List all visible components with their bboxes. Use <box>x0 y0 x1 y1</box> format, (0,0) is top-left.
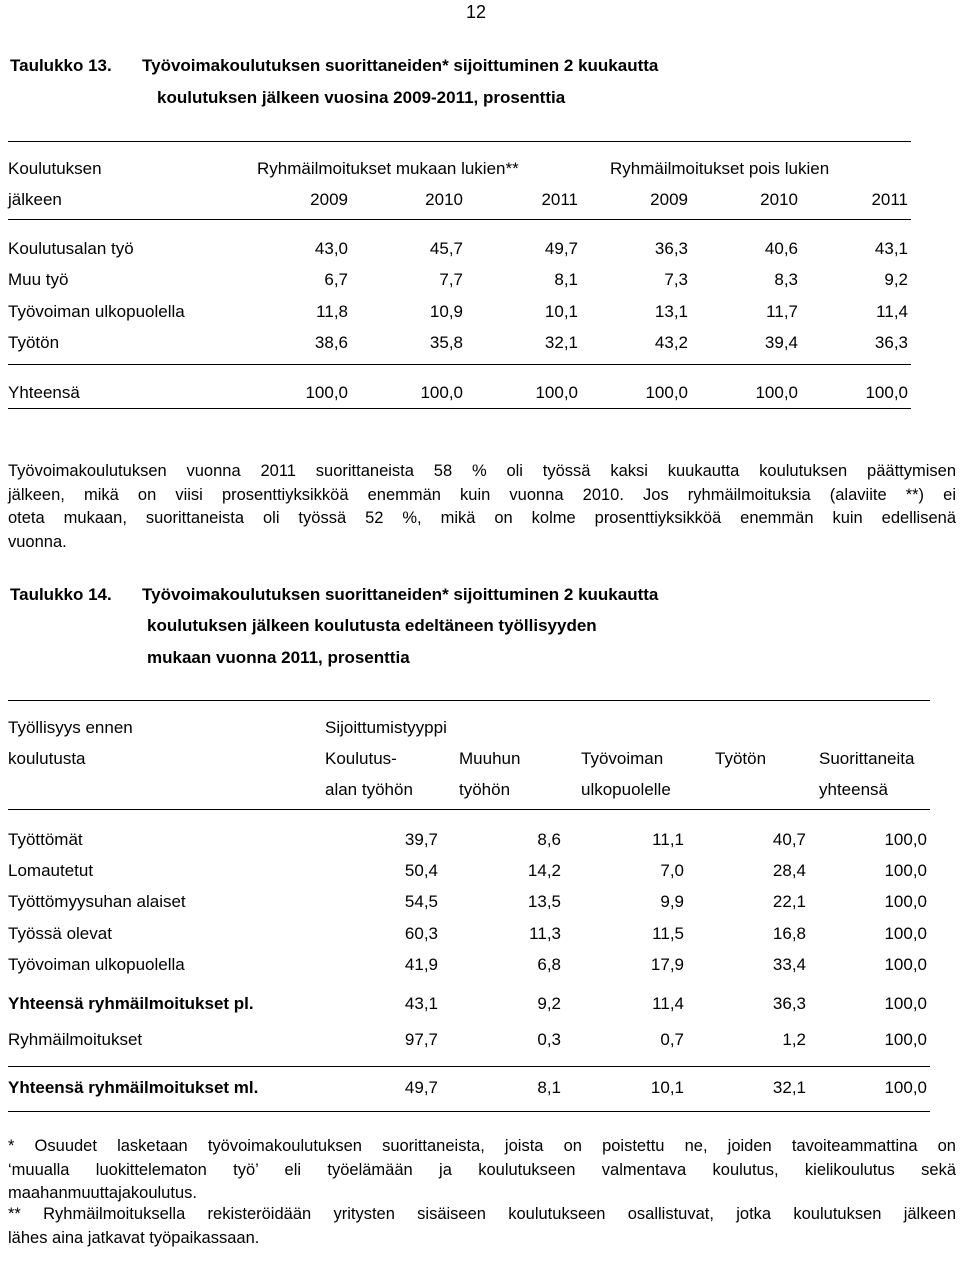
table13-total-cell: 100,0 <box>645 383 688 402</box>
table13-year-header: 2010 <box>425 190 463 209</box>
table13-cell: 35,8 <box>429 333 463 352</box>
table14-subtotal-cell: 36,3 <box>772 994 806 1013</box>
table14-cell: 40,7 <box>772 830 806 849</box>
table13-year-header: 2010 <box>760 190 798 209</box>
table13-row-label: Työtön <box>8 333 60 352</box>
table14-group-cell: 97,7 <box>404 1030 438 1049</box>
paragraph-line: Työvoimakoulutuksen vuonna 2011 suorittaneista 58 % oli työssä kaksi kuukautta koulutuksen päättymisen <box>8 462 956 480</box>
table14-col-header-line1: Työvoiman <box>581 749 664 768</box>
body-paragraph <box>8 460 956 554</box>
table13-row-label: Muu työ <box>8 270 69 289</box>
table14-cell: 100,0 <box>884 955 927 974</box>
table14-cell: 6,8 <box>537 955 561 974</box>
table14-cell: 33,4 <box>772 955 806 974</box>
table14-cell: 8,6 <box>537 830 561 849</box>
table14-header-group: Sijoittumistyyppi <box>325 718 447 737</box>
table14-group-cell: 100,0 <box>884 1030 927 1049</box>
table14-title-line2: koulutuksen jälkeen koulutusta edeltäneen työllisyyden <box>147 616 597 635</box>
table14-col-header-line1: Työtön <box>715 749 767 768</box>
table13-cell: 11,8 <box>316 302 348 321</box>
table13-total-cell: 100,0 <box>865 383 908 402</box>
table14-cell: 13,5 <box>527 892 561 911</box>
table13-cell: 43,2 <box>654 333 688 352</box>
table14-total-cell: 10,1 <box>650 1078 684 1097</box>
table13-cell: 10,1 <box>544 302 578 321</box>
table14-col-header-line2: alan työhön <box>325 780 413 799</box>
footnote-line: ** Ryhmäilmoituksella rekisteröidään yritysten sisäiseen koulutukseen osallistuvat, jotka koulutuksen jälkeen <box>8 1205 956 1223</box>
paragraph-line: vuonna. <box>8 532 67 551</box>
table14-total-cell: 32,1 <box>772 1078 806 1097</box>
table14-cell: 54,5 <box>404 892 438 911</box>
table13-cell: 8,1 <box>554 270 578 289</box>
table13-cell: 45,7 <box>429 239 463 258</box>
table14-cell: 28,4 <box>772 861 806 880</box>
footnote-line: * Osuudet lasketaan työvoimakoulutuksen suorittaneista, joista on poistettu ne, joiden tavoiteammattina on <box>8 1137 956 1155</box>
table13-cell: 7,7 <box>439 270 463 289</box>
table13-cell: 11,7 <box>766 302 798 321</box>
table13-row-label: Koulutusalan työ <box>8 239 134 258</box>
table14-cell: 39,7 <box>404 830 438 849</box>
table13-year-header: 2009 <box>310 190 348 209</box>
table13-cell: 13,1 <box>654 302 688 321</box>
table13-label: Taulukko 13. <box>10 56 112 75</box>
table14-total-cell: 49,7 <box>404 1078 438 1097</box>
table13-total-label: Yhteensä <box>8 383 80 402</box>
table14-subtotal-cell: 43,1 <box>404 994 438 1013</box>
table13-year-header: 2011 <box>871 190 908 209</box>
table14-title-line1: Työvoimakoulutuksen suorittaneiden* sijoittuminen 2 kuukautta <box>142 585 659 604</box>
table13-cell: 36,3 <box>874 333 908 352</box>
paragraph-line: jälkeen, mikä on viisi prosenttiyksikköä enemmän kuin vuonna 2010. Jos ryhmäilmoituksia (alaviite **) ei <box>8 485 956 504</box>
table14-cell: 22,1 <box>772 892 806 911</box>
table14-cell: 100,0 <box>884 924 927 943</box>
table14-label: Taulukko 14. <box>10 585 112 604</box>
table13-total-cell: 100,0 <box>755 383 798 402</box>
table13-title-line2: koulutuksen jälkeen vuosina 2009-2011, prosenttia <box>157 88 566 107</box>
table14-total-rule <box>8 1066 930 1067</box>
table14-row-label: Lomautetut <box>8 861 94 880</box>
table14-subtotal-cell: 9,2 <box>537 994 561 1013</box>
paragraph-line: oteta mukaan, suorittaneista oli työssä 52 %, mikä on kolme prosenttiyksikköä enemmän kuin edellisenä <box>8 509 956 527</box>
table13-year-header: 2011 <box>541 190 578 209</box>
table13-cell: 10,9 <box>429 302 463 321</box>
table13-cell: 38,6 <box>314 333 348 352</box>
table14-col-header-line2: yhteensä <box>819 780 888 799</box>
table13-top-rule <box>8 141 911 142</box>
table13-cell: 40,6 <box>764 239 798 258</box>
footnote-1 <box>8 1135 956 1206</box>
table13-cell: 11,4 <box>876 302 908 321</box>
table14-cell: 50,4 <box>404 861 438 880</box>
table14-row-label: Työvoiman ulkopuolella <box>8 955 185 974</box>
table14-cell: 14,2 <box>527 861 561 880</box>
table13-row-label: Työvoiman ulkopuolella <box>8 302 185 321</box>
table14-header-col0-line1: Työllisyys ennen <box>8 718 133 737</box>
table13-cell: 6,7 <box>324 270 348 289</box>
table13-total-cell: 100,0 <box>535 383 578 402</box>
table13-cell: 32,1 <box>544 333 578 352</box>
table14-total-label: Yhteensä ryhmäilmoitukset ml. <box>8 1078 259 1097</box>
table13-title-line1: Työvoimakoulutuksen suorittaneiden* sijoittuminen 2 kuukautta <box>142 56 659 75</box>
table13-cell: 7,3 <box>664 270 688 289</box>
table14-cell: 11,3 <box>529 924 561 943</box>
table14-cell: 17,9 <box>650 955 684 974</box>
footnote-2 <box>8 1203 956 1250</box>
table14-cell: 41,9 <box>404 955 438 974</box>
table14-cell: 100,0 <box>884 861 927 880</box>
table14-header-col0-line2: koulutusta <box>8 749 86 768</box>
table13-header-group-excl: Ryhmäilmoitukset pois lukien <box>610 159 830 178</box>
table14-row-label: Työttömät <box>8 830 83 849</box>
table13-cell: 49,7 <box>544 239 578 258</box>
table13-year-header: 2009 <box>650 190 688 209</box>
table14-subtotal-cell: 11,4 <box>652 994 684 1013</box>
table14-cell: 100,0 <box>884 892 927 911</box>
table14-cell: 9,9 <box>660 892 684 911</box>
table13-header-group-incl: Ryhmäilmoitukset mukaan lukien** <box>257 159 519 178</box>
table13-cell: 43,1 <box>874 239 908 258</box>
table13-total-rule <box>8 364 911 365</box>
table14-group-cell: 0,3 <box>537 1030 561 1049</box>
table14-group-cell: 1,2 <box>782 1030 806 1049</box>
table13-header-rule <box>8 219 911 220</box>
table14-col-header-line1: Muuhun <box>459 749 521 768</box>
table14-col-header-line1: Suorittaneita <box>819 749 915 768</box>
footnote-line: ‘muualla luokittelematon työ’ eli työelämään ja koulutukseen valmentava koulutus, kielikoulutus sekä <box>8 1160 956 1179</box>
table14-row-label: Työssä olevat <box>8 924 112 943</box>
table14-col-header-line2: työhön <box>459 780 511 799</box>
footnote-line: lähes aina jatkavat työpaikassaan. <box>8 1228 260 1247</box>
table14-subtotal-cell: 100,0 <box>884 994 927 1013</box>
table14-group-label: Ryhmäilmoitukset <box>8 1030 143 1049</box>
table14-subtotal-label: Yhteensä ryhmäilmoitukset pl. <box>8 994 254 1013</box>
table14-cell: 16,8 <box>772 924 806 943</box>
table13-total-cell: 100,0 <box>420 383 463 402</box>
footnote-line: maahanmuuttajakoulutus. <box>8 1184 197 1202</box>
table13-bottom-rule <box>8 408 911 409</box>
table13-header-col0-line2: jälkeen <box>8 190 62 209</box>
table13-cell: 8,3 <box>774 270 798 289</box>
table14-cell: 7,0 <box>660 861 684 880</box>
table14-cell: 11,1 <box>652 830 684 849</box>
table14-header-rule <box>8 809 930 810</box>
page-number: 12 <box>466 2 487 22</box>
table14-col-header-line1: Koulutus- <box>325 749 397 768</box>
table14-cell: 100,0 <box>884 830 927 849</box>
table13-cell: 36,3 <box>654 239 688 258</box>
table14-row-label: Työttömyysuhan alaiset <box>8 892 186 911</box>
table14-bottom-rule <box>8 1111 930 1112</box>
table14-top-rule <box>8 700 930 701</box>
table14-group-cell: 0,7 <box>660 1030 684 1049</box>
table13-header-col0-line1: Koulutuksen <box>8 159 102 178</box>
table14-total-cell: 100,0 <box>884 1078 927 1097</box>
table13-cell: 9,2 <box>884 270 908 289</box>
table14-total-cell: 8,1 <box>537 1078 561 1097</box>
table14-cell: 11,5 <box>652 924 684 943</box>
table13-total-cell: 100,0 <box>305 383 348 402</box>
table14-col-header-line2: ulkopuolelle <box>581 780 671 799</box>
table13-cell: 43,0 <box>314 239 348 258</box>
table13-cell: 39,4 <box>764 333 798 352</box>
table14-cell: 60,3 <box>404 924 438 943</box>
table14-title-line3: mukaan vuonna 2011, prosenttia <box>147 648 410 667</box>
